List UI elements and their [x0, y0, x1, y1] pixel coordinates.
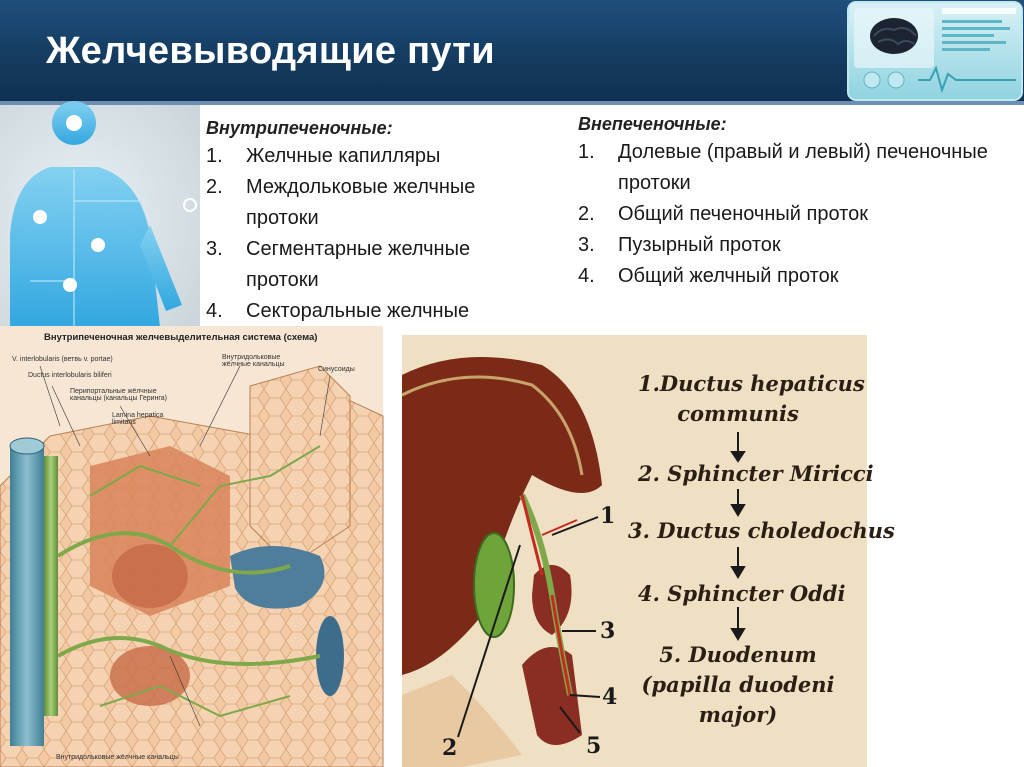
item-number: 3.: [206, 238, 223, 260]
callout-number-1: 1: [600, 503, 616, 529]
histology-figure: [0, 326, 383, 767]
brain-icon: [870, 18, 918, 54]
flow-item-3: 3. Ductus choledochus: [628, 518, 895, 543]
item-text: Желчные капилляры: [246, 145, 441, 167]
label-ductus-interlobularis: Ductus interlobularis biliferi: [28, 372, 112, 379]
intrahepatic-list: [206, 141, 546, 327]
list-item: [206, 172, 546, 234]
flow-item-2: 2. Sphincter Miricci: [638, 461, 874, 486]
flow-item-5: 5. Duodenum: [659, 642, 817, 667]
list-item: [578, 261, 1018, 292]
label-intralobular-top: Внутридольковые жёлчные канальцы: [222, 354, 285, 368]
item-text: Междольковые желчные протоки: [246, 176, 476, 229]
label-periportal: Перипортальные жёлчные канальцы (канальцы Геринга): [70, 388, 168, 402]
slide-title: Желчевыводящие пути: [46, 30, 495, 72]
item-text: Пузырный проток: [618, 234, 781, 256]
callout-number-2: 2: [442, 735, 458, 761]
extrahepatic-heading: Внепеченочные:: [578, 114, 727, 134]
list-item: [578, 230, 1018, 261]
label-lamina: Lamina hepatica limitans: [112, 412, 164, 426]
flow-item-5-cont: (papilla duodeni: [641, 672, 835, 697]
callout-number-5: 5: [586, 733, 602, 759]
item-number: 2.: [206, 176, 223, 198]
label-v-interlobularis: V. interlobularis (ветвь v. portae): [12, 356, 113, 363]
extrahepatic-list: [578, 137, 1018, 292]
list-item: [578, 199, 1018, 230]
label-sinusoids: Синусоиды: [318, 366, 355, 373]
list-item: [206, 234, 546, 296]
item-text: Общий желчный проток: [618, 265, 839, 287]
callout-number-4: 4: [602, 684, 618, 710]
item-number: 2.: [578, 203, 595, 225]
intrahepatic-section: [206, 118, 546, 327]
biliary-anatomy-figure: [402, 335, 895, 767]
flow-item-1-cont: communis: [677, 401, 799, 426]
intrahepatic-heading: Внутрипеченочные:: [206, 118, 393, 138]
item-number: 1.: [578, 141, 595, 163]
item-text: Сегментарные желчные протоки: [246, 238, 471, 291]
flow-item-5-end: major): [698, 702, 778, 727]
list-item: [578, 137, 1018, 199]
item-text: Секторальные желчные: [246, 300, 470, 322]
label-intralobular-bottom: Внутридольковые жёлчные канальцы: [56, 754, 179, 761]
list-item: [206, 296, 546, 327]
human-body-graphic: [0, 105, 200, 327]
brain-dashboard-graphic: [846, 0, 1024, 104]
extrahepatic-section: [578, 114, 1018, 292]
callout-number-3: 3: [600, 618, 616, 644]
item-number: 4.: [206, 300, 223, 322]
list-item: [206, 141, 546, 172]
item-text: Общий печеночный проток: [618, 203, 868, 225]
item-number: 4.: [578, 265, 595, 287]
item-number: 1.: [206, 145, 223, 167]
flow-item-1: 1.Ductus hepaticus: [638, 371, 865, 396]
item-text: Долевые (правый и левый) печеночные протоки: [618, 141, 988, 194]
histology-title: Внутрипеченочная желчевыделительная система (схема): [44, 332, 318, 343]
item-number: 3.: [578, 234, 595, 256]
flow-item-4: 4. Sphincter Oddi: [638, 581, 846, 606]
